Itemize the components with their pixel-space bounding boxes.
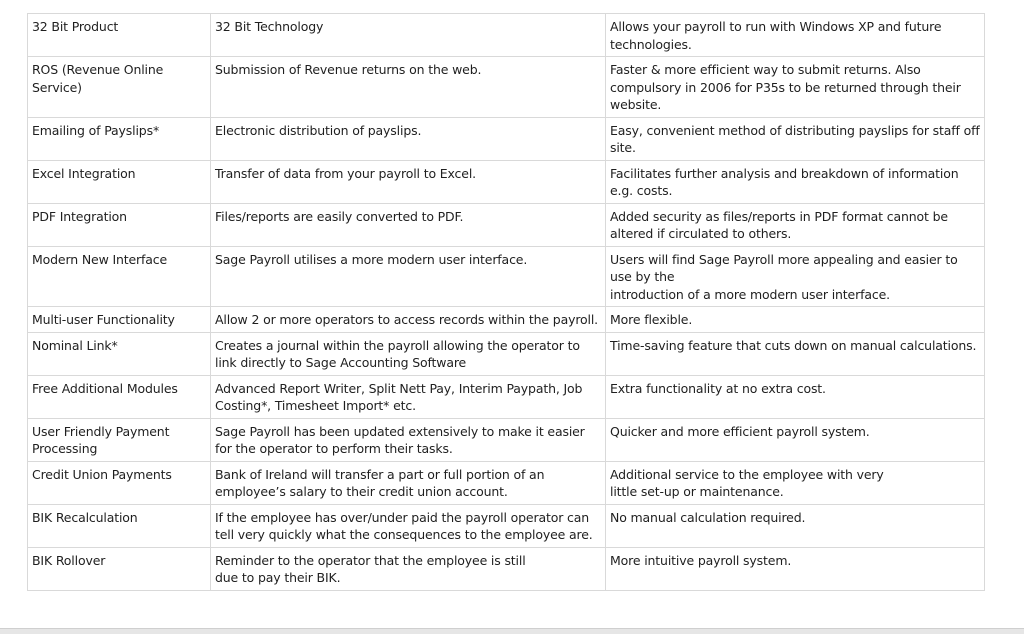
description-cell: Creates a journal within the payroll allowing the operator to link directly to Sage Accounting Software — [211, 332, 606, 375]
benefit-cell-line: Extra functionality at no extra cost. — [610, 380, 826, 396]
feature-cell: ROS (Revenue Online Service) — [28, 57, 211, 118]
benefit-cell — [606, 461, 985, 504]
description-cell: Bank of Ireland will transfer a part or full portion of an employee’s salary to their credit union account. — [211, 461, 606, 504]
description-cell: Sage Payroll has been updated extensively to make it easier for the operator to perform their tasks. — [211, 418, 606, 461]
feature-cell: Excel Integration — [28, 160, 211, 203]
description-cell: Electronic distribution of payslips. — [211, 117, 606, 160]
benefit-cell — [606, 160, 985, 203]
description-cell: Allow 2 or more operators to access records within the payroll. — [211, 307, 606, 333]
benefit-cell-line: Quicker and more efficient payroll system. — [610, 423, 870, 439]
feature-cell: Credit Union Payments — [28, 461, 211, 504]
table-row — [28, 547, 985, 590]
feature-cell: PDF Integration — [28, 203, 211, 246]
benefit-cell — [606, 504, 985, 547]
table-row — [28, 332, 985, 375]
benefit-cell — [606, 203, 985, 246]
benefit-cell-line: Facilitates further analysis and breakdown of information e.g. costs. — [610, 165, 959, 198]
feature-cell: BIK Recalculation — [28, 504, 211, 547]
table-row — [28, 203, 985, 246]
table-row — [28, 160, 985, 203]
benefit-cell-line: introduction of a more modern user interface. — [610, 286, 890, 302]
benefit-cell-line: Easy, convenient method of distributing payslips for staff off site. — [610, 122, 980, 155]
table-row — [28, 246, 985, 307]
table-row — [28, 117, 985, 160]
description-cell: Transfer of data from your payroll to Excel. — [211, 160, 606, 203]
benefit-cell-line: little set-up or maintenance. — [610, 484, 784, 499]
feature-cell: BIK Rollover — [28, 547, 211, 590]
description-cell-line: due to pay their BIK. — [215, 570, 341, 585]
feature-table-body — [28, 14, 985, 591]
benefit-cell — [606, 14, 985, 57]
feature-cell: Multi-user Functionality — [28, 307, 211, 333]
feature-cell: 32 Bit Product — [28, 14, 211, 57]
feature-cell: Modern New Interface — [28, 246, 211, 307]
benefit-cell-line: More intuitive payroll system. — [610, 552, 792, 568]
benefit-cell-line: Time-saving feature that cuts down on manual calculations. — [610, 337, 977, 353]
table-row — [28, 14, 985, 57]
window-bottom-edge — [0, 628, 1024, 634]
table-row — [28, 504, 985, 547]
table-row — [28, 375, 985, 418]
feature-cell: User Friendly Payment Processing — [28, 418, 211, 461]
benefit-cell — [606, 332, 985, 375]
benefit-cell-line: No manual calculation required. — [610, 509, 806, 525]
benefit-cell-line: More flexible. — [610, 312, 693, 327]
benefit-cell — [606, 375, 985, 418]
benefit-cell-line: Users will find Sage Payroll more appealing and easier to use by the — [610, 251, 958, 284]
benefit-cell-line: Faster & more efficient way to submit returns. Also compulsory in 2006 for P35s to be returned through their website. — [610, 62, 961, 112]
feature-cell: Nominal Link* — [28, 332, 211, 375]
benefit-cell — [606, 547, 985, 590]
benefit-cell — [606, 246, 985, 307]
benefit-cell — [606, 57, 985, 118]
benefit-cell — [606, 418, 985, 461]
benefit-cell-line: Additional service to the employee with very — [610, 466, 884, 482]
description-cell: If the employee has over/under paid the payroll operator can tell very quickly what the consequences to the employee are. — [211, 504, 606, 547]
description-cell: Files/reports are easily converted to PDF. — [211, 203, 606, 246]
description-cell-line: Reminder to the operator that the employee is still — [215, 552, 526, 568]
description-cell: Sage Payroll utilises a more modern user interface. — [211, 246, 606, 307]
description-cell: 32 Bit Technology — [211, 14, 606, 57]
description-cell: Advanced Report Writer, Split Nett Pay, Interim Paypath, Job Costing*, Timesheet Import* etc. — [211, 375, 606, 418]
benefit-cell — [606, 117, 985, 160]
benefit-cell-line: Added security as files/reports in PDF format cannot be altered if circulated to others. — [610, 208, 948, 241]
table-row — [28, 461, 985, 504]
feature-table — [27, 13, 985, 591]
description-cell — [211, 547, 606, 590]
table-row — [28, 418, 985, 461]
description-cell: Submission of Revenue returns on the web. — [211, 57, 606, 118]
table-row — [28, 307, 985, 333]
feature-cell: Emailing of Payslips* — [28, 117, 211, 160]
benefit-cell-line: Allows your payroll to run with Windows XP and future technologies. — [610, 19, 942, 52]
feature-cell: Free Additional Modules — [28, 375, 211, 418]
table-row — [28, 57, 985, 118]
benefit-cell — [606, 307, 985, 333]
